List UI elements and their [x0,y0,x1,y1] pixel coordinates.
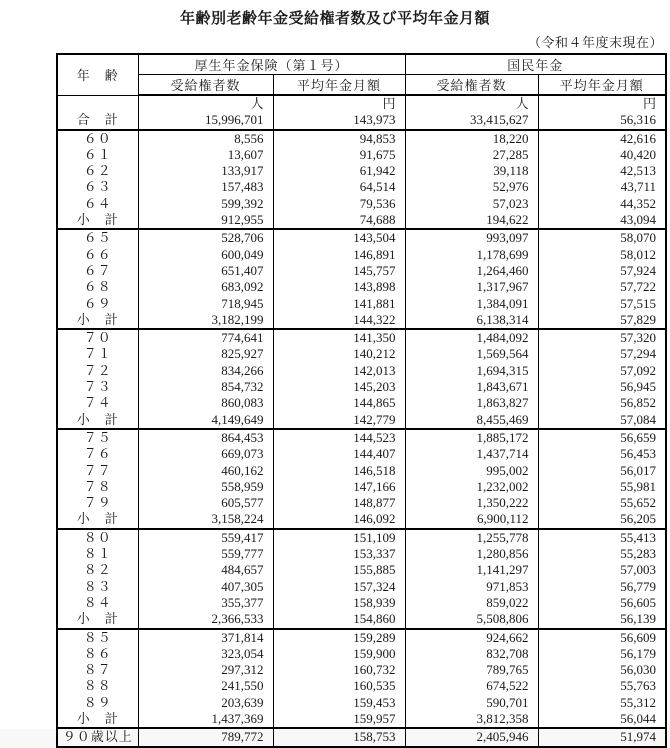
value-cell: 651,407 [138,263,273,279]
table-row [57,229,666,246]
value-cell: 6,900,112 [405,511,538,528]
value-cell: 94,853 [273,130,405,147]
value-cell: 56,030 [538,662,666,678]
table-row [57,595,666,611]
value-cell: 43,711 [538,179,666,195]
value-cell: 57,294 [538,346,666,362]
value-cell: 64,514 [273,179,405,195]
table-row [57,247,666,263]
value-cell: 1,885,172 [405,429,538,446]
table-row [57,463,666,479]
value-cell: 157,324 [273,579,405,595]
age-label-cell: ８３ [57,579,138,595]
value-cell: 154,860 [273,611,405,628]
value-cell: 56,659 [538,429,666,446]
value-cell: 133,917 [138,163,273,179]
table-row [57,546,666,562]
header-row-subcolumns [57,75,666,96]
value-cell: 56,205 [538,511,666,528]
date-note: （令和４年度末現在） [527,35,663,50]
table-row [57,147,666,163]
value-cell: 297,312 [138,662,273,678]
table-row [57,279,666,295]
value-cell: 18,220 [405,130,538,147]
value-cell: 144,523 [273,429,405,446]
value-cell: 56,609 [538,629,666,646]
value-cell: 995,002 [405,463,538,479]
age-label-cell: ７７ [57,463,138,479]
value-cell: 912,955 [138,212,273,229]
table-row [57,363,666,379]
value-cell: 141,881 [273,296,405,312]
col-header-employees-pension: 厚生年金保険（第１号） [138,54,405,75]
table-row [57,678,666,694]
value-cell: 55,413 [538,529,666,546]
value-cell: 5,508,806 [405,611,538,628]
value-cell: 57,829 [538,312,666,329]
age-label-cell: ７６ [57,446,138,462]
value-cell: 460,162 [138,463,273,479]
value-cell: 718,945 [138,296,273,312]
value-cell: 789,772 [138,728,273,746]
value-cell: 58,012 [538,247,666,263]
age-label-cell: ８０ [57,529,138,546]
age-label-cell: ７９ [57,495,138,511]
table-row [57,562,666,578]
table-row [57,163,666,179]
age-label-cell: ６９ [57,296,138,312]
value-cell: 1,350,222 [405,495,538,511]
value-cell: 52,976 [405,179,538,195]
value-cell: 674,522 [405,678,538,694]
value-cell: 145,757 [273,263,405,279]
age-label-cell: ８８ [57,678,138,694]
table-row [57,446,666,462]
age-label-cell: ８７ [57,662,138,678]
page-title: 年齢別老齢年金受給権者数及び平均年金月額 [179,10,490,27]
value-cell: 55,312 [538,695,666,711]
value-cell: 140,212 [273,346,405,362]
value-cell: 203,639 [138,695,273,711]
value-cell: 3,158,224 [138,511,273,528]
value-cell: 44,352 [538,196,666,212]
value-cell: 146,092 [273,511,405,528]
value-cell: 79,536 [273,196,405,212]
value-cell: 1,843,671 [405,379,538,395]
value-cell: 61,942 [273,163,405,179]
subtotal-row [57,312,666,329]
value-cell: 56,044 [538,711,666,728]
value-cell: 56,139 [538,611,666,628]
age-label-cell: ８４ [57,595,138,611]
subtotal-row [57,212,666,229]
value-cell: 40,420 [538,147,666,163]
col-header-avg-monthly-1: 平均年金月額 [273,75,405,96]
value-cell: 1,178,699 [405,247,538,263]
value-cell: 158,753 [273,728,405,746]
value-cell: 13,607 [138,147,273,163]
value-cell: 56,779 [538,579,666,595]
value-cell: 1,694,315 [405,363,538,379]
value-cell: 55,763 [538,678,666,694]
value-cell: 142,779 [273,412,405,429]
value-cell: 993,097 [405,229,538,246]
value-cell: 56,605 [538,595,666,611]
value-cell: 91,675 [273,147,405,163]
value-cell: 144,407 [273,446,405,462]
age-label-cell: ６０ [57,130,138,147]
value-cell: 774,641 [138,329,273,346]
value-cell: 157,483 [138,179,273,195]
value-cell: 558,959 [138,479,273,495]
value-cell: 1,569,564 [405,346,538,362]
value-cell: 146,518 [273,463,405,479]
age-label-cell: ６２ [57,163,138,179]
value-cell: 6,138,314 [405,312,538,329]
value-cell: 860,083 [138,395,273,411]
value-cell: 832,708 [405,646,538,662]
value-cell: 159,900 [273,646,405,662]
value-cell: 57,320 [538,329,666,346]
subtotal-row [57,511,666,528]
value-cell: 789,765 [405,662,538,678]
value-cell: 42,513 [538,163,666,179]
value-cell: 407,305 [138,579,273,595]
table-row [57,579,666,595]
value-cell: 27,285 [405,147,538,163]
age-label-cell: ７８ [57,479,138,495]
value-cell: 144,865 [273,395,405,411]
value-cell: 57,924 [538,263,666,279]
age-label-cell: ６７ [57,263,138,279]
table-row [57,130,666,147]
value-cell: 669,073 [138,446,273,462]
table-row [57,329,666,346]
value-cell: 1,255,778 [405,529,538,546]
total-row [57,95,666,130]
value-cell: 834,266 [138,363,273,379]
value-cell: 55,283 [538,546,666,562]
value-cell: 590,701 [405,695,538,711]
age-label-cell: ７５ [57,429,138,446]
age-label-cell: ６５ [57,229,138,246]
header-row-groups [57,54,666,75]
value-cell: 56,179 [538,646,666,662]
age-label-cell: ８６ [57,646,138,662]
table-row [57,196,666,212]
value-cell: 3,812,358 [405,711,538,728]
value-cell: 924,662 [405,629,538,646]
value-cell: 1,232,002 [405,479,538,495]
col-header-beneficiaries-2: 受給権者数 [405,75,538,96]
table-row [57,629,666,646]
value-cell: 43,094 [538,212,666,229]
age-label-cell: ６１ [57,147,138,163]
value-cell: 158,939 [273,595,405,611]
subtotal-row [57,711,666,728]
value-cell: 355,377 [138,595,273,611]
value-cell: 1,484,092 [405,329,538,346]
value-cell: 484,657 [138,562,273,578]
value-cell: 599,392 [138,196,273,212]
table-row [57,529,666,546]
table-row [57,495,666,511]
age-label-cell: ８５ [57,629,138,646]
table-row [57,646,666,662]
value-cell: 74,688 [273,212,405,229]
value-cell: 194,622 [405,212,538,229]
age-label-cell: ８９ [57,695,138,711]
age-label-cell: 合 計 [57,95,138,130]
value-cell: 8,556 [138,130,273,147]
value-cell: 39,118 [405,163,538,179]
value-cell: 57,023 [405,196,538,212]
value-cell: 円 143,973 [273,95,405,130]
col-header-avg-monthly-2: 平均年金月額 [538,75,666,96]
value-cell: 159,453 [273,695,405,711]
value-cell: 3,182,199 [138,312,273,329]
age-label-cell: ７２ [57,363,138,379]
value-cell: 143,504 [273,229,405,246]
value-cell: 1,863,827 [405,395,538,411]
table-row [57,263,666,279]
value-cell: 155,885 [273,562,405,578]
age-label-cell: ６８ [57,279,138,295]
age-label-cell: ７４ [57,395,138,411]
value-cell: 57,092 [538,363,666,379]
value-cell: 1,264,460 [405,263,538,279]
table-row [57,395,666,411]
value-cell: 1,141,297 [405,562,538,578]
table-row [57,662,666,678]
table-row [57,179,666,195]
age-label-cell: ６６ [57,247,138,263]
table-row [57,429,666,446]
value-cell: 56,852 [538,395,666,411]
value-cell: 323,054 [138,646,273,662]
value-cell: 142,013 [273,363,405,379]
value-cell: 528,706 [138,229,273,246]
value-cell: 141,350 [273,329,405,346]
value-cell: 人 15,996,701 [138,95,273,130]
value-cell: 円 56,316 [538,95,666,130]
value-cell: 57,003 [538,562,666,578]
value-cell: 51,974 [538,728,666,746]
value-cell: 147,166 [273,479,405,495]
value-cell: 971,853 [405,579,538,595]
value-cell: 605,577 [138,495,273,511]
value-cell: 56,017 [538,463,666,479]
value-cell: 153,337 [273,546,405,562]
value-cell: 57,515 [538,296,666,312]
value-cell: 145,203 [273,379,405,395]
age-label-cell: ６３ [57,179,138,195]
value-cell: 160,732 [273,662,405,678]
value-cell: 8,455,469 [405,412,538,429]
value-cell: 864,453 [138,429,273,446]
value-cell: 160,535 [273,678,405,694]
table-row [57,346,666,362]
value-cell: 2,366,533 [138,611,273,628]
subtotal-row [57,611,666,628]
table-body [57,95,666,747]
value-cell: 559,417 [138,529,273,546]
value-cell: 825,927 [138,346,273,362]
age-90-plus-row [57,728,666,746]
age-label-cell: 小 計 [57,312,138,329]
table-row [57,379,666,395]
value-cell: 1,437,369 [138,711,273,728]
pension-table [56,53,667,748]
age-label-cell: 小 計 [57,711,138,728]
value-cell: 371,814 [138,629,273,646]
age-label-cell: ８２ [57,562,138,578]
value-cell: 241,550 [138,678,273,694]
value-cell: 151,109 [273,529,405,546]
value-cell: 146,891 [273,247,405,263]
value-cell: 1,317,967 [405,279,538,295]
age-label-cell: ８１ [57,546,138,562]
value-cell: 42,616 [538,130,666,147]
col-header-national-pension: 国民年金 [405,54,666,75]
value-cell: 56,945 [538,379,666,395]
value-cell: 1,437,714 [405,446,538,462]
value-cell: 2,405,946 [405,728,538,746]
value-cell: 57,722 [538,279,666,295]
value-cell: 143,898 [273,279,405,295]
age-label-cell: ６４ [57,196,138,212]
value-cell: 1,384,091 [405,296,538,312]
value-cell: 58,070 [538,229,666,246]
col-header-beneficiaries-1: 受給権者数 [138,75,273,96]
age-label-cell: ７３ [57,379,138,395]
value-cell: 1,280,856 [405,546,538,562]
value-cell: 人 33,415,627 [405,95,538,130]
value-cell: 854,732 [138,379,273,395]
age-label-cell: ７０ [57,329,138,346]
table-row [57,479,666,495]
value-cell: 559,777 [138,546,273,562]
value-cell: 56,453 [538,446,666,462]
value-cell: 144,322 [273,312,405,329]
value-cell: 859,022 [405,595,538,611]
table-row [57,695,666,711]
age-label-cell: ７１ [57,346,138,362]
value-cell: 159,957 [273,711,405,728]
table-row [57,296,666,312]
age-label-cell: 小 計 [57,212,138,229]
value-cell: 55,652 [538,495,666,511]
value-cell: 57,084 [538,412,666,429]
value-cell: 55,981 [538,479,666,495]
age-label-cell: 小 計 [57,412,138,429]
value-cell: 4,149,649 [138,412,273,429]
age-label-cell: ９０歳以上 [57,728,138,746]
value-cell: 600,049 [138,247,273,263]
subtotal-row [57,412,666,429]
col-header-age: 年 齢 [57,54,138,95]
value-cell: 159,289 [273,629,405,646]
value-cell: 148,877 [273,495,405,511]
age-label-cell: 小 計 [57,511,138,528]
age-label-cell: 小 計 [57,611,138,628]
value-cell: 683,092 [138,279,273,295]
